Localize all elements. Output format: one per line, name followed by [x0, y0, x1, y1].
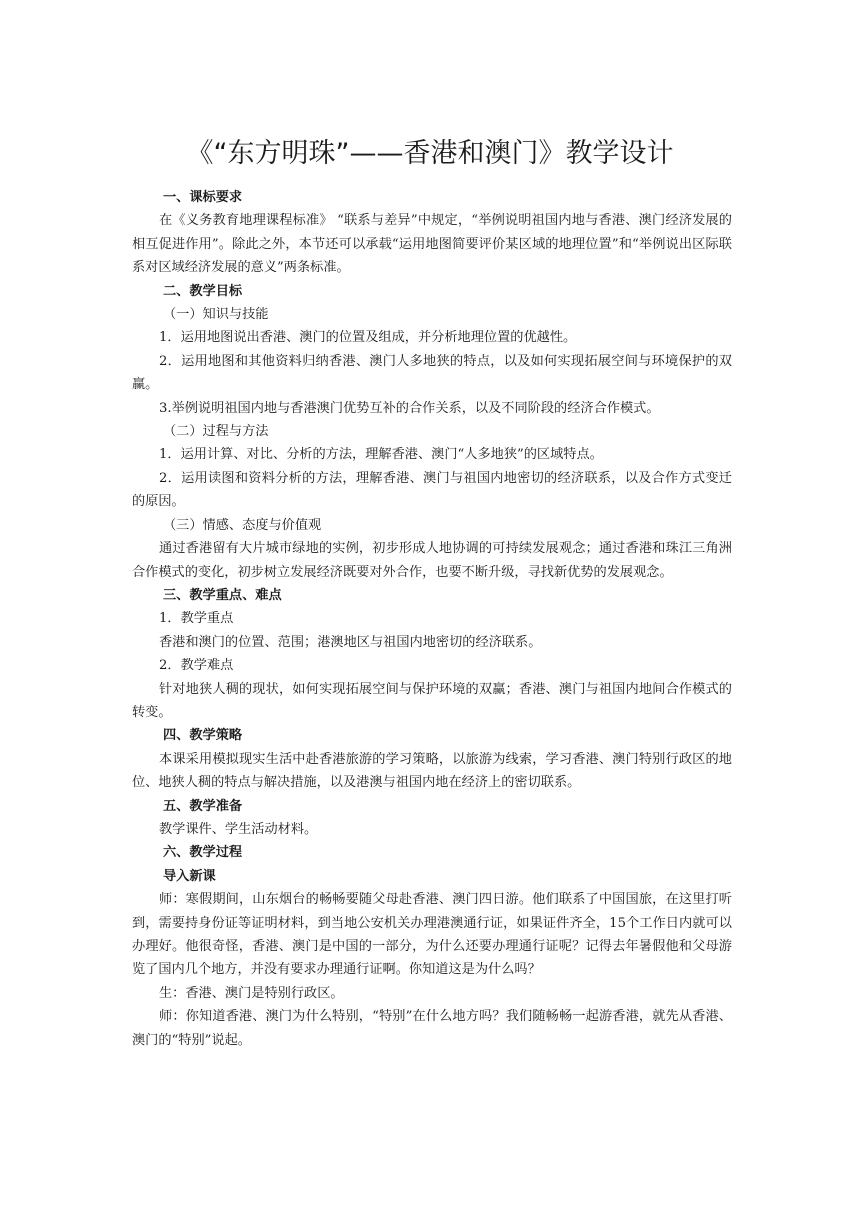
paragraph: 2．运用读图和资料分析的方法，理解香港、澳门与祖国内地密切的经济联系，以及合作方式变迁的原因。 — [132, 470, 732, 510]
paragraph: 1．运用计算、对比、分析的方法，理解香港、澳门“人多地狭”的区域特点。 — [159, 447, 603, 463]
paragraph: 2．教学难点 — [159, 658, 234, 674]
paragraph: 1．运用地图说出香港、澳门的位置及组成，并分析地理位置的优越性。 — [159, 330, 577, 346]
paragraph: 生：香港、澳门是特别行政区。 — [159, 985, 344, 1001]
paragraph: 2．运用地图和其他资料归纳香港、澳门人多地狭的特点，以及如何实现拓展空间与环境保护的双赢。 — [132, 353, 732, 393]
paragraph: 师：你知道香港、澳门为什么特别，“特别”在什么地方吗？我们随畅畅一起游香港，就先从香港、澳门的“特别”说起。 — [132, 1009, 732, 1048]
section-heading: 一、课标要求 — [163, 190, 243, 205]
paragraph: 香港和澳门的位置、范围；港澳地区与祖国内地密切的经济联系。 — [159, 634, 542, 650]
section-heading: 六、教学过程 — [163, 845, 243, 861]
section-heading: 四、教学策略 — [163, 728, 243, 744]
paragraph: 1．教学重点 — [159, 611, 234, 627]
paragraph: 针对地狭人稠的现状，如何实现拓展空间与保护环境的双赢；香港、澳门与祖国内地间合作模式的转变。 — [132, 681, 732, 720]
paragraph: 本课采用模拟现实生活中赴香港旅游的学习策略，以旅游为线索，学习香港、澳门特别行政区的地位、地狭人稠的特点与解决措施，以及港澳与祖国内地在经济上的密切联系。 — [132, 751, 732, 791]
document-title: 《“东方明珠”——香港和澳门》教学设计 — [186, 138, 674, 169]
document-body — [132, 186, 732, 1052]
paragraph: 师：寒假期间，山东烟台的畅畅要随父母赴香港、澳门四日游。他们联系了中国国旅，在这里打听到，需要持身份证等证明材料，到当地公安机关办理港澳通行证，如果证件齐全，15个工作日内就可以办理好。他很奇怪，香港、澳门是中国的一部分，为什么还要办理通行证呢？记得去年暑假他和父母游览了国内几个地方，并没有要求办理通行证啊。你知道这是为什么吗？ — [132, 892, 732, 978]
subsection-heading: （二）过程与方法 — [163, 424, 269, 440]
paragraph: 3.举例说明祖国内地与香港澳门优势互补的合作关系，以及不同阶段的经济合作模式。 — [159, 400, 660, 416]
section-heading: 二、教学目标 — [163, 283, 243, 299]
subsection-heading: （一）知识与技能 — [163, 307, 269, 323]
section-heading: 三、教学重点、难点 — [163, 587, 282, 603]
section-heading: 五、教学准备 — [163, 798, 243, 814]
subsection-heading: （三）情感、态度与价值观 — [163, 517, 322, 533]
paragraph: 教学课件、学生活动材料。 — [159, 821, 318, 837]
section-heading: 导入新课 — [163, 868, 216, 884]
paragraph: 在《义务教育地理课程标准》 “联系与差异”中规定，“举例说明祖国内地与香港、澳门经济发展的相互促进作用”。除此之外，本节还可以承载“运用地图简要评价某区域的地理位置”和“举例说出区际联系对区域经济发展的意义”两条标准。 — [132, 213, 732, 276]
paragraph: 通过香港留有大片城市绿地的实例，初步形成人地协调的可持续发展观念；通过香港和珠江三角洲合作模式的变化，初步树立发展经济既要对外合作，也要不断升级，寻找新优势的发展观念。 — [132, 541, 732, 580]
